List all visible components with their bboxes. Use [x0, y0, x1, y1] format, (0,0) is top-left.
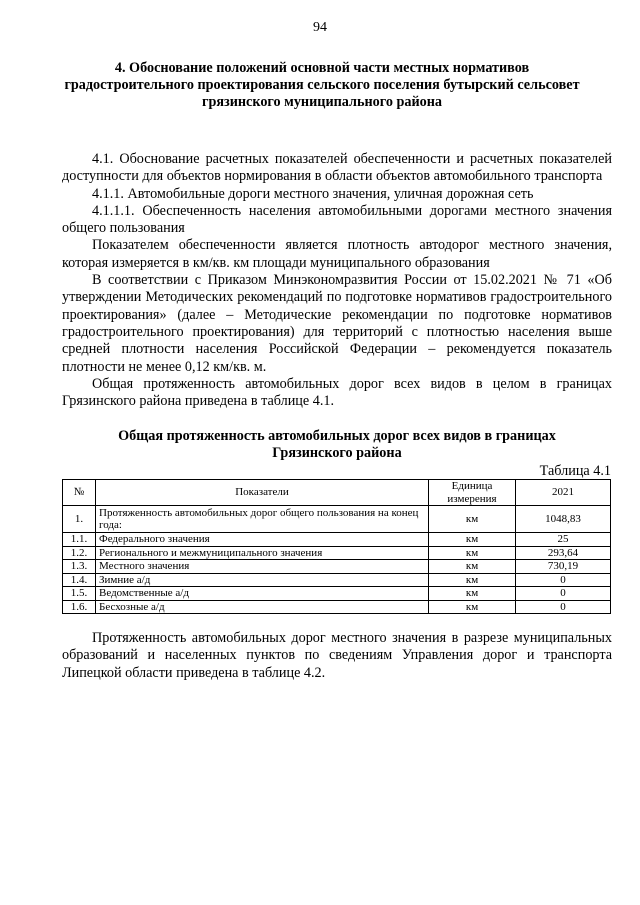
table-title-line: Общая протяженность автомобильных дорог всех видов в границах [118, 428, 556, 444]
cell-indicator: Зимние а/д [96, 573, 429, 587]
paragraph: 4.1. Обоснование расчетных показателей обеспеченности и расчетных показателей доступности для объектов нормирования в области объектов автомобильного транспорта [62, 151, 612, 185]
paragraph: 4.1.1. Автомобильные дороги местного значения, уличная дорожная сеть [92, 185, 534, 202]
section-heading-line: градостроительного проектирования сельского поселения бутырский сельсовет [64, 77, 580, 93]
page-number: 94 [313, 20, 327, 35]
table-row [63, 573, 611, 587]
cell-indicator: Федерального значения [96, 533, 429, 547]
header-cell-number: № [63, 480, 96, 506]
cell-indicator: Регионального и межмуниципального значения [96, 546, 429, 560]
table-header-row [63, 480, 611, 506]
cell-number: 1.4. [63, 573, 96, 587]
cell-number: 1.6. [63, 600, 96, 614]
roads-table [62, 479, 611, 614]
cell-value: 0 [516, 573, 611, 587]
header-cell-year: 2021 [516, 480, 611, 506]
body-text [62, 151, 612, 410]
cell-value: 730,19 [516, 560, 611, 574]
header-cell-unit: Единица измерения [429, 480, 516, 506]
cell-number: 1. [63, 506, 96, 533]
cell-value: 25 [516, 533, 611, 547]
cell-number: 1.3. [63, 560, 96, 574]
table-row [63, 587, 611, 601]
cell-number: 1.2. [63, 546, 96, 560]
cell-unit: км [429, 506, 516, 533]
section-heading-line: 4. Обоснование положений основной части местных нормативов [114, 60, 530, 76]
cell-indicator: Ведомственные а/д [96, 587, 429, 601]
cell-value: 1048,83 [516, 506, 611, 533]
paragraph: В соответствии с Приказом Минэкономразвития России от 15.02.2021 № 71 «Об утверждении Методических рекомендаций по подготовке нормативов градостроительного проектирования» (далее – Методические рекомендации по подготовке нормативов градостроительного проектирования) для территорий с плотностью населения выше средней плотности населения Российской Федерации – рекомендуется показатель плотности не менее 0,12 км/кв. м. [62, 272, 612, 375]
paragraph: 4.1.1.1. Обеспеченность населения автомобильными дорогами местного значения общего пользования [62, 202, 612, 237]
table-row [63, 546, 611, 560]
cell-number: 1.1. [63, 533, 96, 547]
table-row [63, 533, 611, 547]
cell-unit: км [429, 533, 516, 547]
cell-unit: км [429, 587, 516, 601]
table-title-line: Грязинского района [272, 445, 402, 461]
table-label: Таблица 4.1 [539, 463, 611, 479]
cell-indicator: Бесхозные а/д [96, 600, 429, 614]
cell-number: 1.5. [63, 587, 96, 601]
cell-unit: км [429, 600, 516, 614]
cell-value: 0 [516, 600, 611, 614]
cell-indicator: Протяженность автомобильных дорог общего пользования на конец года: [96, 506, 429, 533]
table-title [62, 428, 612, 462]
cell-unit: км [429, 573, 516, 587]
cell-unit: км [429, 546, 516, 560]
closing-text [62, 630, 612, 682]
paragraph: Протяженность автомобильных дорог местного значения в разрезе муниципальных образований и населенных пунктов по сведениям Управления дорог и транспорта Липецкой области приведена в таблице 4.2. [62, 630, 612, 681]
paragraph: Общая протяженность автомобильных дорог всех видов в целом в границах Грязинского района приведена в таблице 4.1. [62, 375, 612, 410]
table-row [63, 560, 611, 574]
section-heading [62, 60, 582, 111]
header-cell-indicator: Показатели [96, 480, 429, 506]
cell-unit: км [429, 560, 516, 574]
cell-indicator: Местного значения [96, 560, 429, 574]
cell-value: 293,64 [516, 546, 611, 560]
table-row [63, 506, 611, 533]
paragraph: Показателем обеспеченности является плотность автодорог местного значения, которая измеряется в км/кв. км площади муниципального образования [62, 237, 612, 271]
table-row [63, 600, 611, 614]
cell-value: 0 [516, 587, 611, 601]
section-heading-line: грязинского муниципального района [202, 94, 442, 110]
